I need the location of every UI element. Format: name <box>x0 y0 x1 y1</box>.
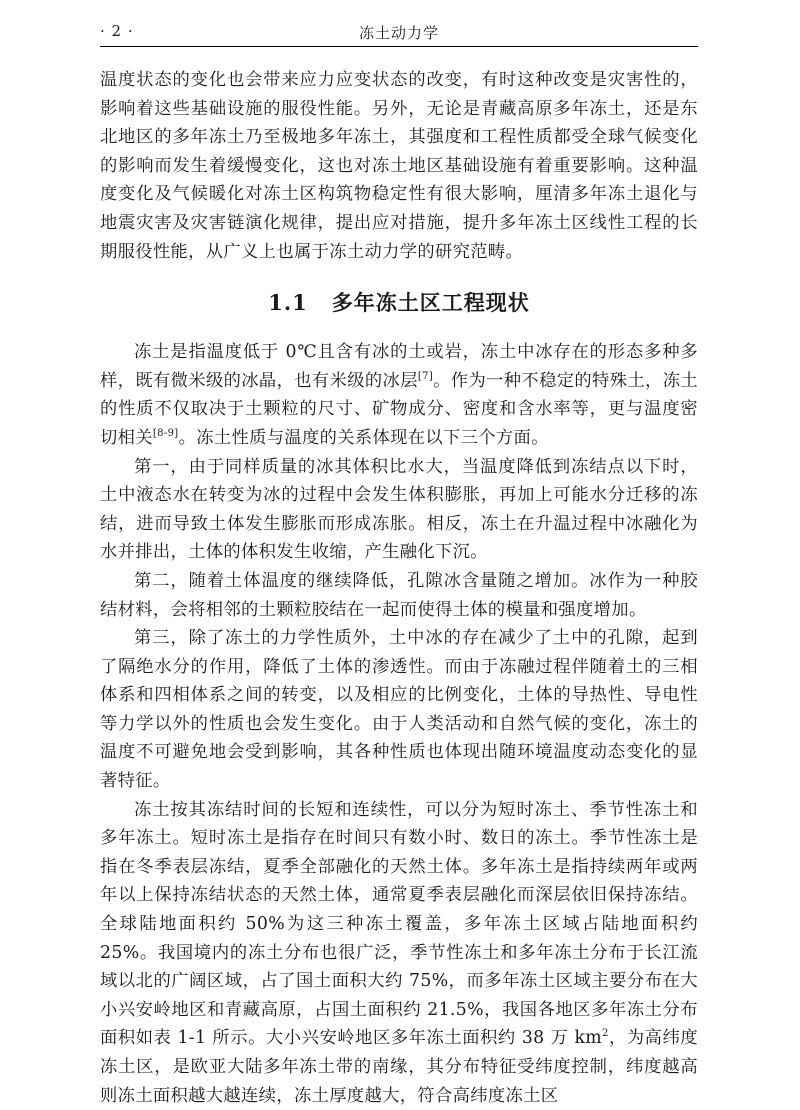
text-run: 。冻土性质与温度的关系体现在以下三个方面。 <box>178 427 549 448</box>
text-run: ，为高纬度冻土区，是欧亚大陆多年冻土带的南缘，其分布特征受纬度控制，纬度越高则冻土面积越大越连续，冻土厚度越大，符合高纬度冻土区 <box>100 1028 698 1106</box>
page-number: · 2 · <box>100 22 134 40</box>
page-body <box>100 66 698 1110</box>
paragraph-first-aspect: 第一，由于同样质量的冰其体积比水大，当温度降低到冻结点以下时，土中液态水在转变为冰的过程中会发生体积膨胀，再加上可能水分迁移的冻结，进而导致土体发生膨胀而形成冻胀。相反，冻土在升温过程中冰融化为水并排出，土体的体积发生收缩，产生融化下沉。 <box>100 456 698 563</box>
section-title: 多年冻土区工程现状 <box>331 290 530 316</box>
paragraph-frozen-soil-classification <box>100 796 698 1110</box>
citation-ref: [8-9] <box>152 428 179 440</box>
page-header <box>100 22 698 46</box>
superscript: 2 <box>602 1028 609 1040</box>
section-heading <box>100 288 698 318</box>
paragraph-third-aspect: 第三，除了冻土的力学性质外，土中冰的存在减少了土中的孔隙，起到了隔绝水分的作用，降低了土体的渗透性。而由于冻融过程伴随着土的三相体系和四相体系之间的转变，以及相应的比例变化，土体的导热性、导电性等力学以外的性质也会发生变化。由于人类活动和自然气候的变化，冻土的温度不可避免地会受到影响，其各种性质也体现出随环境温度动态变化的显著特征。 <box>100 628 698 792</box>
text-run: 冻土按其冻结时间的长短和连续性，可以分为短时冻土、季节性冻土和多年冻土。短时冻土是指存在时间只有数小时、数日的冻土。季节性冻土是指在冬季表层冻结，夏季全部融化的天然土体。多年冻土是指持续两年或两年以上保持冻结状态的天然土体，通常夏季表层融化而深层依旧保持冻结。全球陆地面积约 50%为这三种冻土覆盖，多年冻土区域占陆地面积约 25%。我国境内的冻土分布也很广泛，季节性冻土和多年冻土分布于长江流域以北的广阔区域，占了国土面积大约 75%，而多年冻土区域主要分布在大小兴安岭地区和青藏高原，占国土面积约 21.5%，我国各地区多年冻土分布面积如表 1-1 所示。大小兴安岭地区多年冻土面积约 38 万 km <box>100 799 698 1049</box>
paragraph-frozen-soil-definition <box>100 338 698 452</box>
paragraph-second-aspect: 第二，随着土体温度的继续降低，孔隙冰含量随之增加。冰作为一种胶结材料，会将相邻的土颗粒胶结在一起而使得土体的模量和强度增加。 <box>100 570 698 620</box>
intro-paragraph: 温度状态的变化也会带来应力应变状态的改变，有时这种改变是灾害性的，影响着这些基础设施的服役性能。另外，无论是青藏高原多年冻土，还是东北地区的多年冻土乃至极地多年冻土，其强度和工程性质都受全球气候变化的影响而发生着缓慢变化，这也对冻土地区基础设施有着重要影响。这种温度变化及气候暖化对冻土区构筑物稳定性有很大影响，厘清多年冻土退化与地震灾害及灾害链演化规律，提出应对措施，提升多年冻土区线性工程的长期服役性能，从广义上也属于冻土动力学的研究范畴。 <box>100 70 698 262</box>
text-run: 冻土是指温度低于 0℃且含有冰的土或岩，冻土中冰存在的形态多种多样，既有微米级的冰晶，也有米级的冰层 <box>100 342 698 391</box>
running-title: 冻土动力学 <box>358 24 439 42</box>
text-run: 。作为一种不稳定的特殊土，冻土的性质不仅取决于土颗粒的尺寸、矿物成分、密度和含水率等，更与温度密切相关 <box>100 370 698 448</box>
section-number: 1.1 <box>268 290 308 316</box>
citation-ref: [7] <box>417 370 434 382</box>
header-rule <box>100 46 698 47</box>
